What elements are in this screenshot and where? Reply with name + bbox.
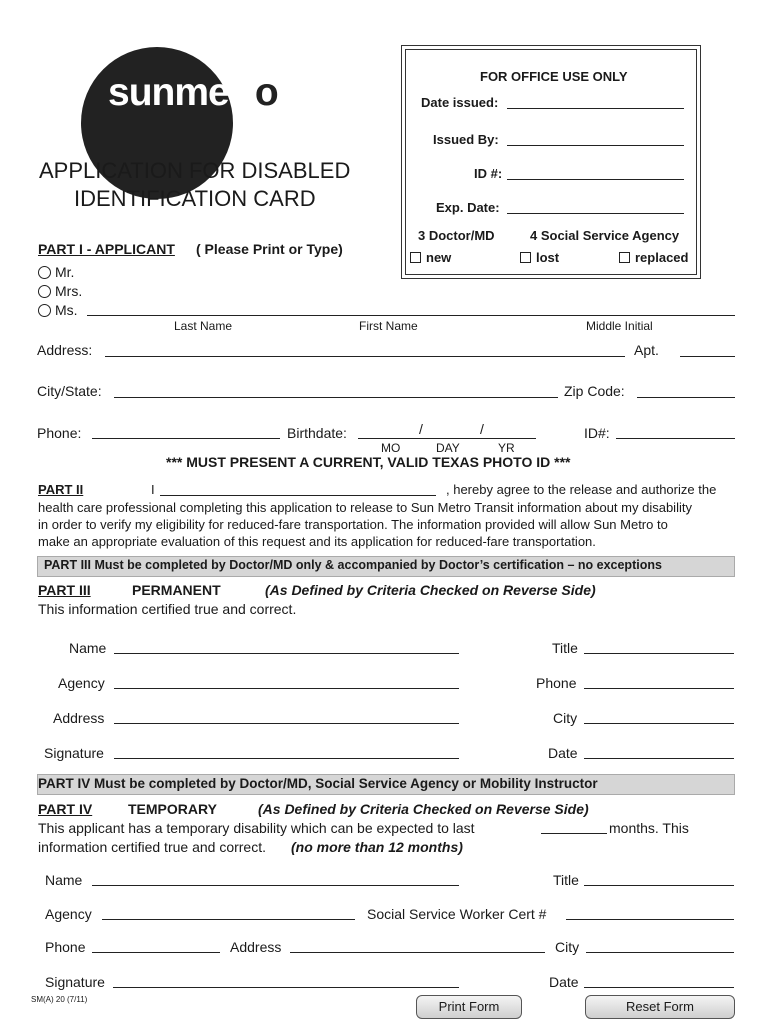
permanent-label: PERMANENT xyxy=(132,582,221,598)
doctor-signature-field[interactable] xyxy=(114,758,459,759)
part4-line2a: information certified true and correct. xyxy=(38,839,266,855)
doctor-city-field[interactable] xyxy=(584,723,734,724)
exp-date-label: Exp. Date: xyxy=(436,200,500,215)
doctor-agency-label: Agency xyxy=(58,675,105,691)
doctor-title-field[interactable] xyxy=(584,653,734,654)
temp-agency-label: Agency xyxy=(45,906,92,922)
temp-date-field[interactable] xyxy=(584,987,734,988)
exp-date-field[interactable] xyxy=(507,213,684,214)
new-checkbox[interactable]: new xyxy=(410,250,451,265)
temp-agency-field[interactable] xyxy=(102,919,355,920)
temporary-label: TEMPORARY xyxy=(128,801,217,817)
middle-initial-caption: Middle Initial xyxy=(586,319,653,333)
form-code: SM(A) 20 (7/11) xyxy=(31,995,88,1004)
doctor-phone-label: Phone xyxy=(536,675,577,691)
checkbox-icon xyxy=(619,252,630,263)
temp-city-label: City xyxy=(555,939,580,955)
address-label: Address: xyxy=(37,342,93,358)
social-agency-option: 4 Social Service Agency xyxy=(530,228,680,243)
ms-label: Ms. xyxy=(55,302,78,318)
temp-title-label: Title xyxy=(553,872,579,888)
part1-label: PART I - APPLICANT xyxy=(38,241,175,257)
form-title-line1: APPLICATION FOR DISABLED xyxy=(39,158,351,183)
part4-defined: (As Defined by Criteria Checked on Reverse Side) xyxy=(258,801,589,817)
lost-checkbox[interactable]: lost xyxy=(520,250,559,265)
part1-hint: ( Please Print or Type) xyxy=(196,241,343,257)
temp-title-field[interactable] xyxy=(584,885,734,886)
part4-bar-text: PART IV Must be completed by Doctor/MD, Social Service Agency or Mobility Instructor xyxy=(38,776,598,791)
part2-text-line4: make an appropriate evaluation of this request and its application for reduced-fare transportation. xyxy=(38,534,596,549)
part4-line2b: (no more than 12 months) xyxy=(291,839,463,855)
apt-label: Apt. xyxy=(634,342,659,358)
temp-signature-label: Signature xyxy=(45,974,105,990)
part3-bar-text: PART III Must be completed by Doctor/MD only & accompanied by Doctor’s certification – no exceptions xyxy=(44,558,662,572)
consent-name-field[interactable] xyxy=(160,495,436,496)
part4-line1a: This applicant has a temporary disability which can be expected to last xyxy=(38,820,475,836)
zip-code-label: Zip Code: xyxy=(564,383,625,399)
part2-agree: , hereby agree to the release and authorize the xyxy=(446,482,717,497)
part4-label: PART IV xyxy=(38,801,93,817)
mo-caption: MO xyxy=(381,441,401,455)
yr-caption: YR xyxy=(498,441,515,455)
date-issued-field[interactable] xyxy=(507,108,684,109)
part3-certified: This information certified true and correct. xyxy=(38,601,297,617)
issued-by-field[interactable] xyxy=(507,145,684,146)
months-field[interactable] xyxy=(541,833,607,834)
doctor-address-label: Address xyxy=(53,710,105,726)
part2-text-line2: health care professional completing this application to release to Sun Metro Transit information about my disability xyxy=(38,500,692,515)
mrs-label: Mrs. xyxy=(55,283,83,299)
doctor-phone-field[interactable] xyxy=(584,688,734,689)
birthdate-slash-2: / xyxy=(480,421,484,437)
doctor-name-label: Name xyxy=(69,640,107,656)
issued-by-label: Issued By: xyxy=(433,132,499,147)
doctor-signature-label: Signature xyxy=(44,745,104,761)
temp-phone-label: Phone xyxy=(45,939,86,955)
applicant-id-field[interactable] xyxy=(616,438,735,439)
doctor-agency-field[interactable] xyxy=(114,688,459,689)
temp-name-field[interactable] xyxy=(92,885,459,886)
mrs-radio[interactable] xyxy=(38,285,51,298)
date-issued-label: Date issued: xyxy=(421,95,499,110)
day-caption: DAY xyxy=(436,441,460,455)
office-id-field[interactable] xyxy=(507,179,684,180)
doctor-title-label: Title xyxy=(552,640,578,656)
part3-defined: (As Defined by Criteria Checked on Reverse Side) xyxy=(265,582,596,598)
temp-phone-field[interactable] xyxy=(92,952,220,953)
reset-form-button[interactable]: Reset Form xyxy=(585,995,735,1019)
temp-date-label: Date xyxy=(549,974,579,990)
doctor-date-field[interactable] xyxy=(584,758,734,759)
part4-line1b: months. This xyxy=(609,820,689,836)
full-name-field[interactable] xyxy=(87,315,735,316)
part2-label: PART II xyxy=(38,482,84,497)
apt-field[interactable] xyxy=(680,356,735,357)
mr-label: Mr. xyxy=(55,264,75,280)
checkbox-icon xyxy=(520,252,531,263)
temp-name-label: Name xyxy=(45,872,83,888)
office-heading: FOR OFFICE USE ONLY xyxy=(480,69,628,84)
doctor-address-field[interactable] xyxy=(114,723,459,724)
first-name-caption: First Name xyxy=(359,319,418,333)
logo-wordmark: sunmetro xyxy=(108,71,278,114)
part3-label: PART III xyxy=(38,582,91,598)
part2-text-line3: in order to verify my eligibility for reduced-fare transportation. The information provided will allow Sun Metro to xyxy=(38,517,668,532)
phone-field[interactable] xyxy=(92,438,280,439)
birthdate-slash-1: / xyxy=(419,421,423,437)
last-name-caption: Last Name xyxy=(174,319,233,333)
doctor-city-label: City xyxy=(553,710,578,726)
replaced-checkbox[interactable]: replaced xyxy=(619,250,688,265)
birthdate-field[interactable] xyxy=(358,438,536,439)
temp-signature-field[interactable] xyxy=(113,987,459,988)
doctor-date-label: Date xyxy=(548,745,578,761)
temp-address-field[interactable] xyxy=(290,952,545,953)
cert-field[interactable] xyxy=(566,919,734,920)
phone-label: Phone: xyxy=(37,425,82,441)
city-state-field[interactable] xyxy=(114,397,558,398)
photo-id-notice: *** MUST PRESENT A CURRENT, VALID TEXAS PHOTO ID *** xyxy=(166,454,571,470)
part2-i: I xyxy=(151,482,155,497)
city-state-label: City/State: xyxy=(37,383,102,399)
mr-radio[interactable] xyxy=(38,266,51,279)
office-id-label: ID #: xyxy=(474,166,503,181)
birthdate-label: Birthdate: xyxy=(287,425,347,441)
print-form-button[interactable]: Print Form xyxy=(416,995,522,1019)
applicant-id-label: ID#: xyxy=(584,425,610,441)
cert-label: Social Service Worker Cert # xyxy=(367,906,547,922)
doctor-md-option: 3 Doctor/MD xyxy=(418,228,495,243)
temp-city-field[interactable] xyxy=(586,952,734,953)
zip-code-field[interactable] xyxy=(637,397,735,398)
temp-address-label: Address xyxy=(230,939,282,955)
ms-radio[interactable] xyxy=(38,304,51,317)
checkbox-icon xyxy=(410,252,421,263)
doctor-name-field[interactable] xyxy=(114,653,459,654)
address-field[interactable] xyxy=(105,356,625,357)
form-title-line2: IDENTIFICATION CARD xyxy=(74,186,316,211)
